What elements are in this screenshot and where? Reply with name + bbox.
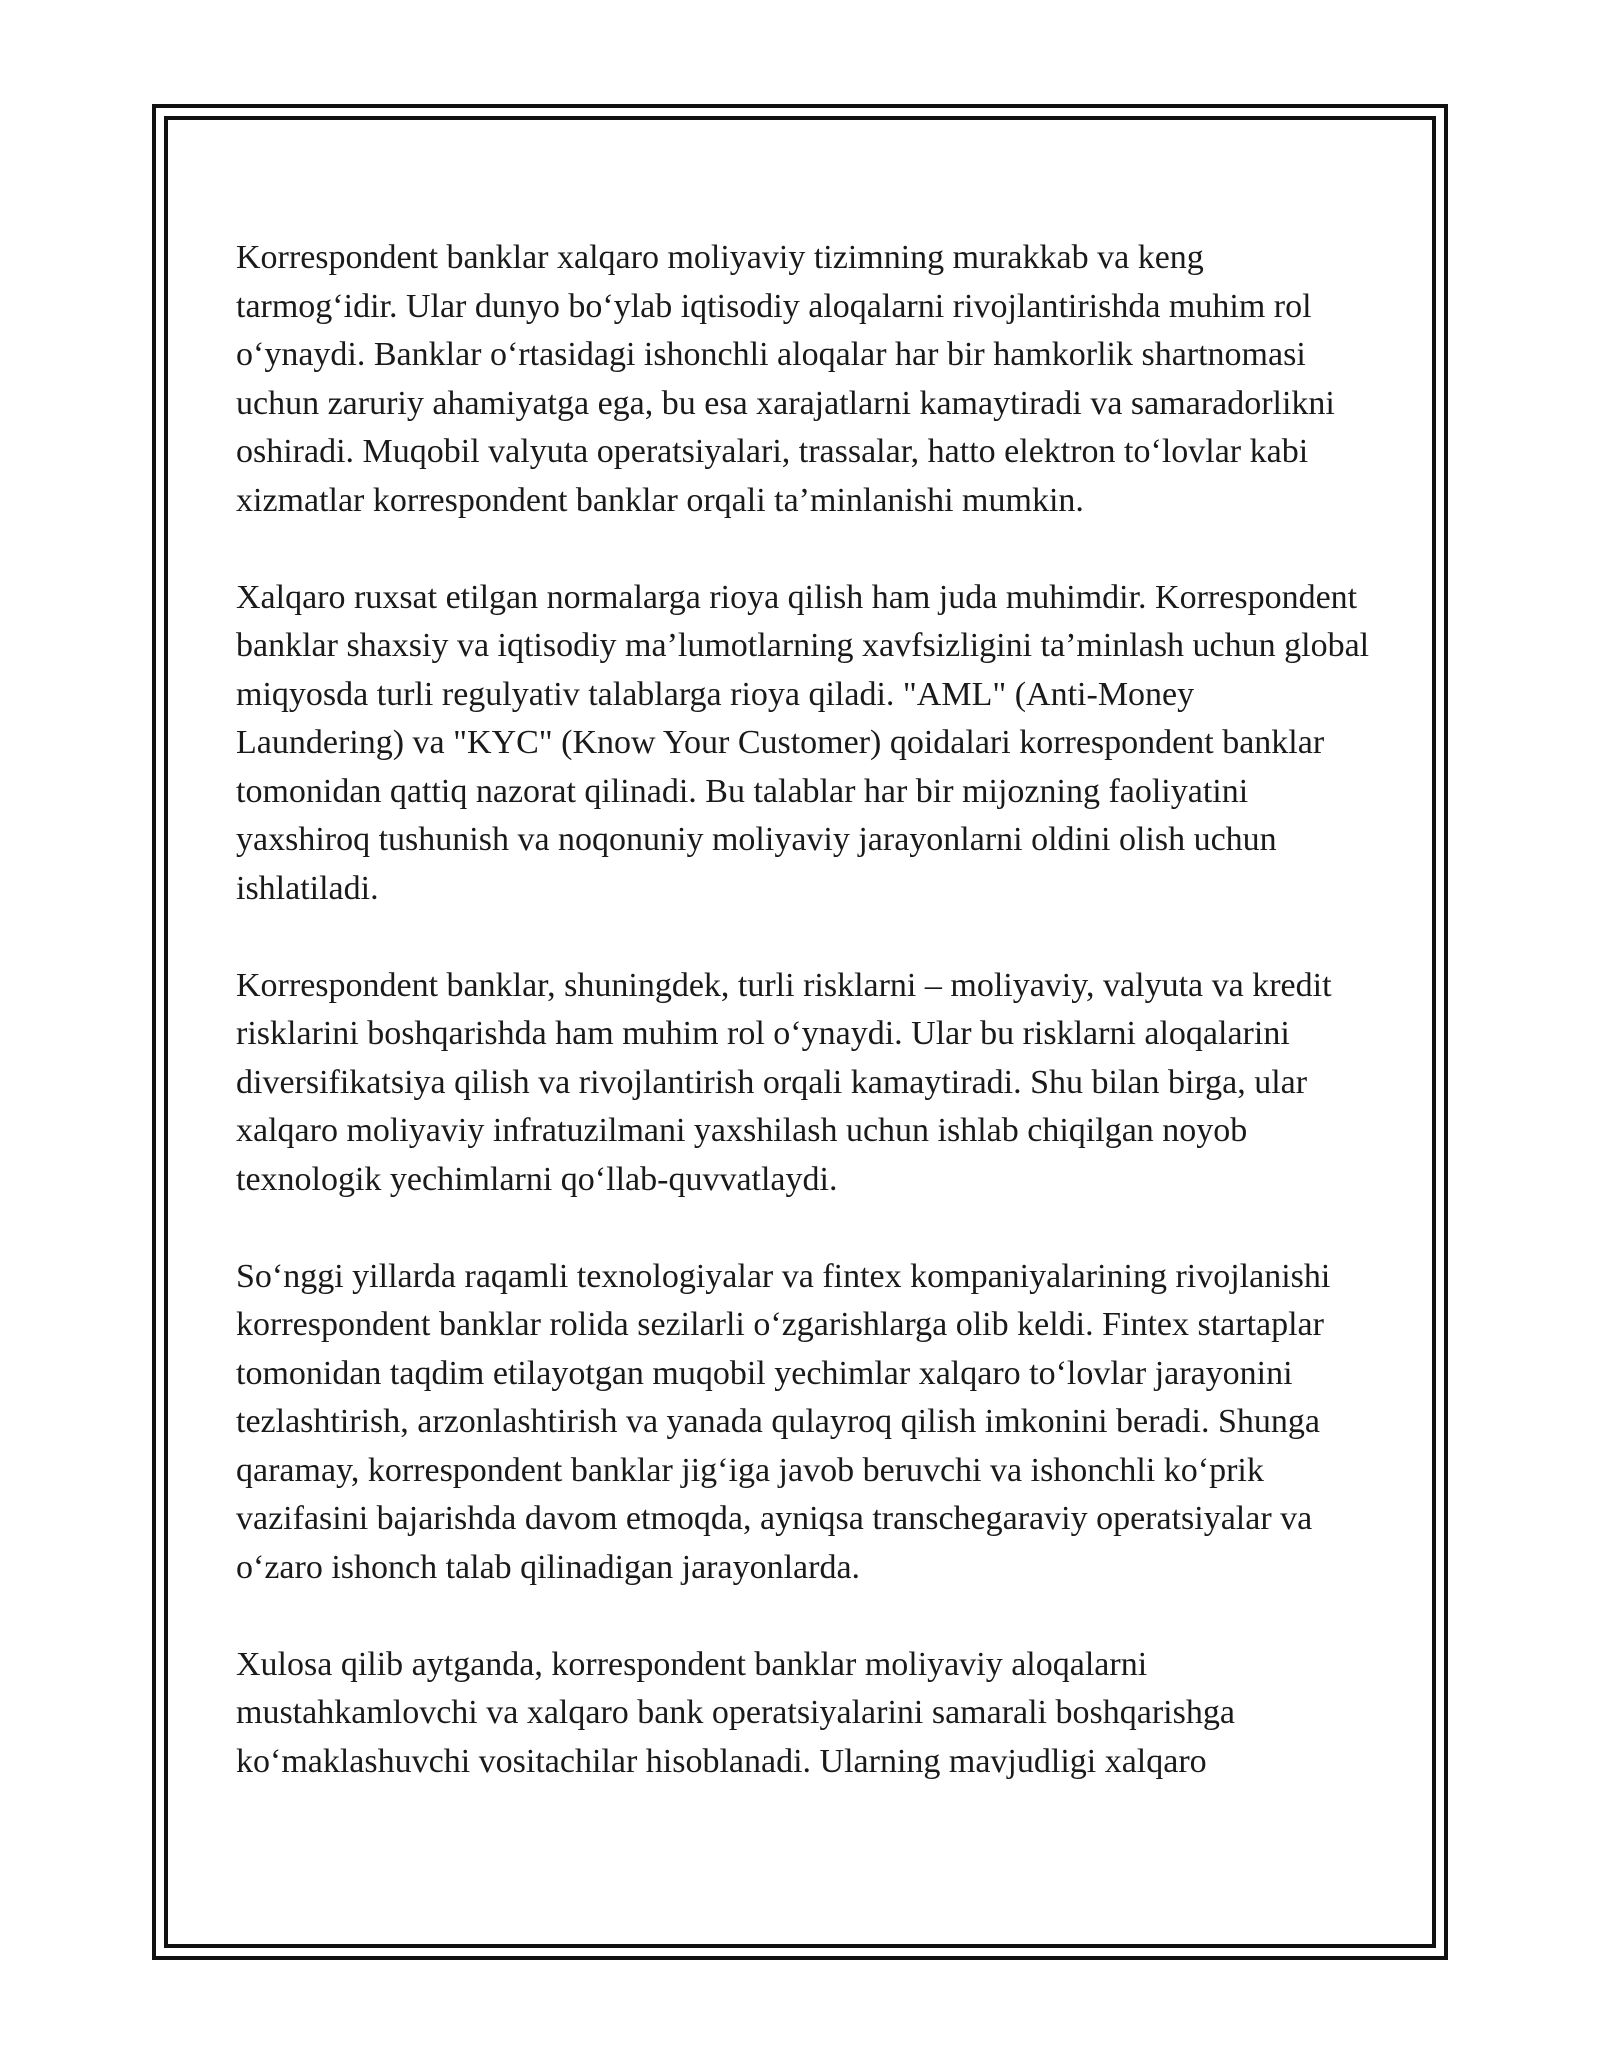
paragraph-5: Xulosa qilib aytganda, korrespondent banklar moliyaviy aloqalarni mustahkamlovchi va xalqaro bank operatsiyalarini samarali boshqarishga ko‘maklashuvchi vositachilar hisoblanadi. Ularning mavjudligi xalqaro (236, 1645, 1235, 1780)
paragraph-1: Korrespondent banklar xalqaro moliyaviy tizimning murakkab va keng tarmog‘idir. Ular dunyo bo‘ylab iqtisodiy aloqalarni rivojlantirishda muhim rol o‘ynaydi. Banklar o‘rtasidagi ishonchli aloqalar har bir hamkorlik shartnomasi uchun zaruriy ahamiyatga ega, bu esa xarajatlarni kamaytiradi va samaradorlikni oshiradi. Muqobil valyuta operatsiyalari, trassalar, hatto elektron to‘lovlar kabi xizmatlar korrespondent banklar orqali ta’minlanishi mumkin. (236, 239, 1335, 519)
paragraph-4: So‘nggi yillarda raqamli texnologiyalar va fintex kompaniyalarining rivojlanishi korrespondent banklar rolida sezilarli o‘zgarishlarga olib keldi. Fintex startaplar tomonidan taqdim etilayotgan muqobil yechimlar xalqaro to‘lovlar jarayonini tezlashtirish, arzonlashtirish va yanada qulayroq qilish imkonini beradi. Shunga qaramay, korrespondent banklar jig‘iga javob beruvchi va ishonchli ko‘prik vazifasini bajarishda davom etmoqda, ayniqsa transchegaraviy operatsiyalar va o‘zaro ishonch talab qilinadigan jarayonlarda. (236, 1257, 1331, 1586)
paragraph-3: Korrespondent banklar, shuningdek, turli risklarni – moliyaviy, valyuta va kredit risklarini boshqarishda ham muhim rol o‘ynaydi. Ular bu risklarni aloqalarini diversifikatsiya qilish va rivojlantirish orqali kamaytiradi. Shu bilan birga, ular xalqaro moliyaviy infratuzilmani yaxshilash uchun ishlab chiqilgan noyob texnologik yechimlarni qo‘llab-quvvatlaydi. (236, 966, 1332, 1198)
document-body (236, 234, 1370, 1835)
paragraph-2: Xalqaro ruxsat etilgan normalarga rioya qilish ham juda muhimdir. Korrespondent banklar shaxsiy va iqtisodiy ma’lumotlarning xavfsizligini ta’minlash uchun global miqyosda turli regulyativ talablarga rioya qiladi. "AML" (Anti-Money Laundering) va "KYC" (Know Your Customer) qoidalari korrespondent banklar tomonidan qattiq nazorat qilinadi. Bu talablar har bir mijozning faoliyatini yaxshiroq tushunish va noqonuniy moliyaviy jarayonlarni oldini olish uchun ishlatiladi. (236, 578, 1370, 907)
